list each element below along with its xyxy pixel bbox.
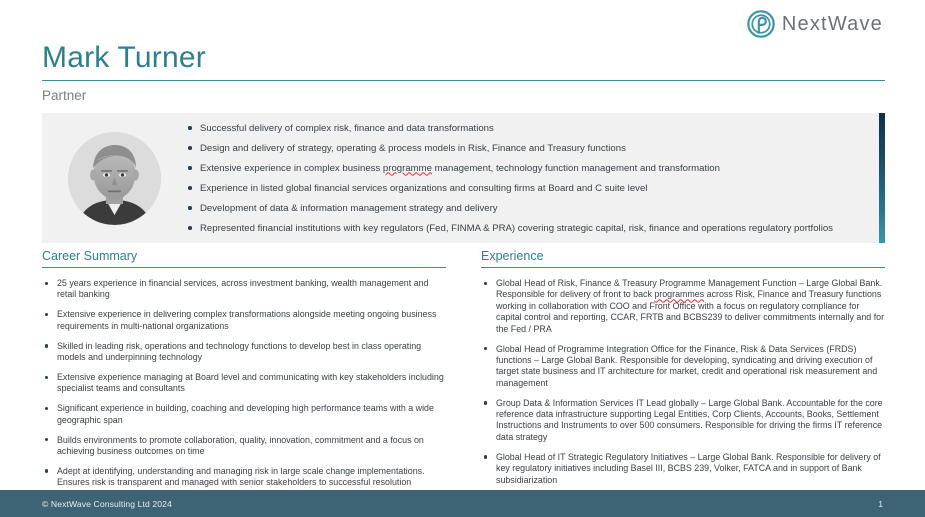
headshot-photo bbox=[68, 132, 161, 225]
list-item: Represented financial institutions with key regulators (Fed, FINMA & PRA) covering strategic capital, risk, finance and operations regulatory portfolios bbox=[187, 223, 845, 234]
list-item: 25 years experience in financial services, across investment banking, wealth management and retail banking bbox=[42, 278, 446, 301]
footer-page-number: 1 bbox=[878, 498, 883, 509]
list-item: Development of data & information management strategy and delivery bbox=[187, 203, 845, 214]
list-item: Group Data & Information Services IT Lead globally – Large Global Bank. Accountable for the core reference data infrastructure supporting Legal Entities, Corp Clients, Accounts, Books, Settlement Instructions and Instruments to over 500 consumers. Responsible for driving the firms IT reference data strategy bbox=[481, 398, 885, 444]
avatar bbox=[42, 132, 187, 225]
section-title-career-summary: Career Summary bbox=[42, 249, 138, 263]
section-title-experience: Experience bbox=[481, 249, 544, 263]
nextwave-spiral-logo-icon bbox=[747, 10, 775, 38]
brand-logo bbox=[747, 10, 883, 38]
list-item: Builds environments to promote collaboration, quality, innovation, commitment and a focus on achieving business outcomes on time bbox=[42, 435, 446, 458]
list-item: Skilled in leading risk, operations and technology functions to develop best in class operating models and underpinning technology bbox=[42, 341, 446, 364]
list-item: Global Head of IT Strategic Regulatory Initiatives – Large Global Bank. Responsible for delivery of key regulatory initiatives including Basel III, BCBS 239, Volker, FATCA and in support of Bank subsidiarization bbox=[481, 452, 885, 486]
list-item: Design and delivery of strategy, operating & process models in Risk, Finance and Treasury functions bbox=[187, 143, 845, 154]
list-item: Adept at identifying, understanding and managing risk in large scale change implementations. Ensures risk is transparent and managed with senior stakeholders to successful resolution bbox=[42, 466, 446, 489]
list-item: Extensive experience in delivering complex transformations alongside meeting ongoing business requirements in multi-national organizations bbox=[42, 309, 446, 332]
highlights-list bbox=[187, 123, 885, 234]
content-columns bbox=[42, 249, 885, 497]
list-item: Successful delivery of complex risk, finance and data transformations bbox=[187, 123, 845, 134]
section-divider bbox=[42, 267, 446, 268]
list-item: Extensive experience managing at Board level and communicating with key stakeholders including specialist teams and consultants bbox=[42, 372, 446, 395]
experience-section bbox=[481, 249, 885, 497]
brand-name: NextWave bbox=[781, 12, 883, 35]
page-title: Mark Turner bbox=[42, 41, 206, 74]
footer-copyright: © NextWave Consulting Ltd 2024 bbox=[42, 498, 172, 509]
list-item: Experience in listed global financial services organizations and consulting firms at Board and C suite level bbox=[187, 183, 845, 194]
list-item: Significant experience in building, coaching and developing high performance teams with a wide geographic span bbox=[42, 403, 446, 426]
career-summary-section bbox=[42, 249, 446, 497]
highlights-panel bbox=[42, 113, 885, 243]
section-divider bbox=[481, 267, 885, 268]
page-footer bbox=[0, 490, 925, 517]
person-role: Partner bbox=[42, 88, 87, 103]
list-item: Extensive experience in complex business programme management, technology function management and transformation bbox=[187, 163, 845, 174]
accent-bar bbox=[879, 113, 885, 243]
list-item: Global Head of Risk, Finance & Treasury Programme Management Function – Large Global Bank. Responsible for delivery of front to back programmes across Risk, Finance and Treasury functions working in collaboration with COO and Front Office with a focus on regulatory compliance for capital control and reporting, CCAR, FRTB and BCBS239 to deliver commitments internally and for the Fed / PRA bbox=[481, 278, 885, 335]
page-title-block bbox=[42, 40, 885, 104]
career-summary-list bbox=[42, 278, 446, 489]
list-item: Global Head of Programme Integration Office for the Finance, Risk & Data Services (FRDS) functions – Large Global Bank. Responsible for developing, syndicating and driving execution of target state business and IT architecture for market, credit and operational risk measurement and management bbox=[481, 344, 885, 390]
experience-list bbox=[481, 278, 885, 486]
title-divider bbox=[42, 80, 885, 81]
